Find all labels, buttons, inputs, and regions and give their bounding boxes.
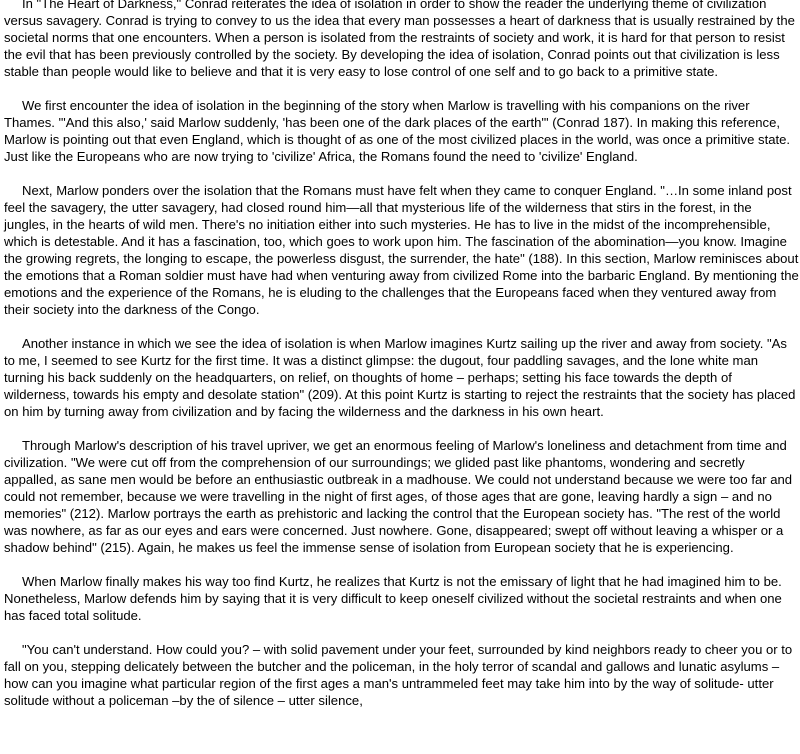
essay-document bbox=[4, 0, 800, 726]
paragraph-romans: Next, Marlow ponders over the isolation that the Romans must have felt when they came to conquer England. "…In some inland post feel the savagery, the utter savagery, had closed round him—all that mysterious life of the wilderness that stirs in the forest, in the jungles, in the hearts of wild men. There's no initiation either into such mysteries. He has to live in the midst of the incomprehensible, which is detestable. And it has a fascination, too, which goes to work upon him. The fascination of the abomination—you know. Imagine the growing regrets, the longing to escape, the powerless disgust, the surrender, the hate" (188). In this section, Marlow reminisces about the emotions that a Roman soldier must have had when venturing away from civilized Rome into the barbaric England. By mentioning the emotions and the experience of the Romans, he is eluding to the challenges that the Europeans faced when they ventured away from their society into the darkness of the Congo. bbox=[4, 183, 799, 317]
paragraph-find-kurtz: When Marlow finally makes his way too find Kurtz, he realizes that Kurtz is not the emissary of light that he had imagined him to be. Nonetheless, Marlow defends him by saying that it is very difficult to keep oneself civilized without the societal restraints and when one has faced total solitude. bbox=[4, 574, 782, 623]
paragraph-quote: "You can't understand. How could you? – with solid pavement under your feet, surrounded by kind neighbors ready to cheer you or to fall on you, stepping delicately between the butcher and the policeman, in the holy terror of scandal and gallows and lunatic asylums – how can you imagine what particular region of the first ages a man's untrammeled feet may take him into by the way of solitude- utter solitude without a policeman –by the of silence – utter silence, bbox=[4, 642, 793, 708]
paragraph-intro: In "The Heart of Darkness," Conrad reiterates the idea of isolation in order to show the reader the underlying theme of civilization versus savagery. Conrad is trying to convey to us the idea that every man possesses a heart of darkness that is usually restrained by the societal norms that one encounters. When a person is isolated from the restraints of society and work, it is hard for that person to resist the evil that has been previously controlled by the society. By developing the idea of isolation, Conrad points out that civilization is less stable than people would like to believe and that it is very easy to lose control of one self and to go back to a primitive state. bbox=[4, 0, 795, 79]
paragraph-kurtz-sailing: Another instance in which we see the idea of isolation is when Marlow imagines Kurtz sailing up the river and away from society. "As to me, I seemed to see Kurtz for the first time. It was a distinct glimpse: the dugout, four paddling savages, and the lone white man turning his back suddenly on the headquarters, on relief, on thoughts of home – perhaps; setting his face towards the depth of wilderness, towards his empty and desolate station" (209). At this point Kurtz is starting to reject the restraints that the society has placed on him by turning away from civilization and by facing the wilderness and the darkness in his own heart. bbox=[4, 336, 796, 419]
paragraph-upriver: Through Marlow's description of his travel upriver, we get an enormous feeling of Marlow's loneliness and detachment from time and civilization. "We were cut off from the comprehension of our surroundings; we glided past like phantoms, wondering and secretly appalled, as sane men would be before an enthusiastic outbreak in a madhouse. We could not understand because we were too far and could not remember, because we were travelling in the night of first ages, of those ages that are gone, leaving hardly a sign – and no memories" (212). Marlow portrays the earth as prehistoric and lacking the control that the European society has. "The rest of the world was nowhere, as far as our eyes and ears were concerned. Just nowhere. Gone, disappeared; swept off without leaving a whisper or a shadow behind" (215). Again, he makes us feel the immense sense of isolation from European society that he is experiencing. bbox=[4, 438, 793, 555]
paragraph-thames: We first encounter the idea of isolation in the beginning of the story when Marlow is travelling with his companions on the river Thames. "'And this also,' said Marlow suddenly, 'has been one of the dark places of the earth'" (Conrad 187). In making this reference, Marlow is pointing out that even England, which is thought of as one of the most civilized places in the world, was once a primitive state. Just like the Europeans who are now trying to 'civilize' Africa, the Romans found the need to 'civilize' England. bbox=[4, 98, 791, 164]
